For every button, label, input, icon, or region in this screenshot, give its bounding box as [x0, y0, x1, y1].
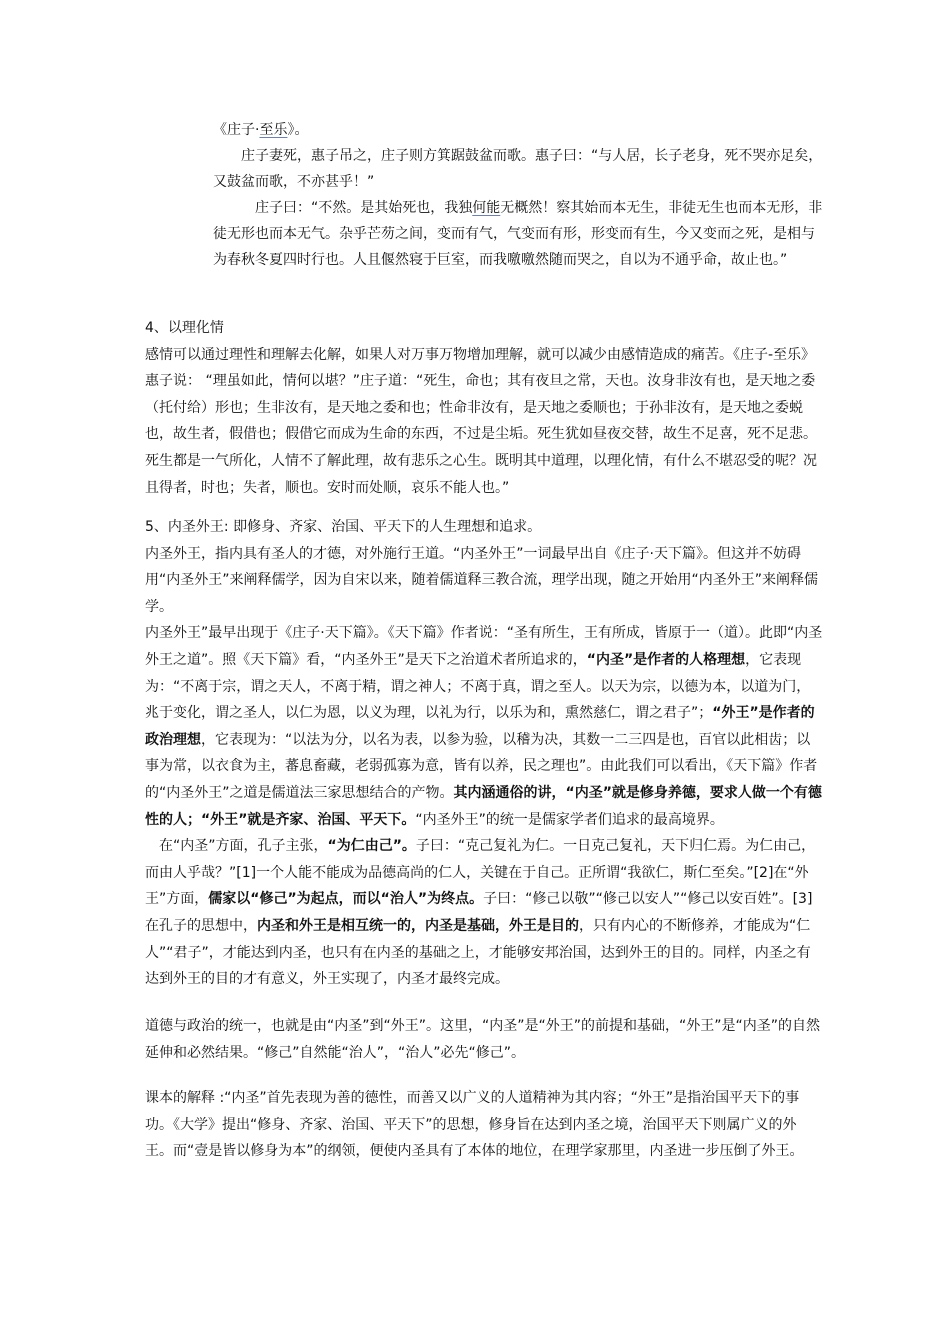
p2-bold-2: “外王”是作者的政治理想 — [145, 705, 815, 748]
p2-bold-3: 其内涵通俗的讲，“内圣”就是修身养德，要求人做一个有德性的人；“外王”就是齐家、治国、平天下。 — [145, 784, 822, 828]
quote-paragraph-2 — [213, 195, 823, 273]
quote-source — [213, 117, 823, 143]
unity-block — [145, 1013, 823, 1066]
section-4-paragraph: 感情可以通过理性和理解去化解，如果人对万事万物增加理解，就可以减少由感情造成的痛苦。《庄子-至乐》惠子说： “理虽如此，情何以堪？”庄子道：“死生，命也；其有夜旦之常，天也。汝身非汝有也，是天地之委（托付给）形也；生非汝有，是天地之委和也；性命非汝有，是天地之委顺也；于孙非汝有，是天地之委蜕也，故生者，假借也；假借它而成为生命的东西，不过是尘垢。死生犹如昼夜交替，故生不足喜，死不足悲。死生都是一气所化，人情不了解此理，故有悲乐之心生。既明其中道理，以理化情，有什么不堪忍受的呢？况且得者，时也；失者，顺也。安时而处顺，哀乐不能人也。” — [145, 346, 817, 496]
p3-text-c: 子曰：“克己复礼为仁。一日克己复礼，天下归仁焉。为仁由己，而由人乎哉？”[1]一个人能不能成为品德高尚的仁人，关键在于自己。正所谓“我欲仁，斯仁至矣。”[2]在“外王”方面， — [145, 838, 816, 908]
section-5 — [145, 514, 823, 993]
section-4 — [145, 315, 823, 501]
quote-p2-underlined: 何能 — [472, 200, 501, 216]
section-4-heading: 4、以理化情 — [145, 320, 224, 336]
quote-block — [213, 117, 823, 273]
p3-text-e: ，只有内心的不断修养，才能成为“仁人”“君子”，才能达到内圣，也只有在内圣的基础之上，才能够安邦治国，达到外王的目的。同样，内圣之有达到外王的目的才有意义，外王实现了，内圣才最终完成。 — [145, 917, 811, 988]
p3-bold-2: 儒家以“修己”为起点，而以“治人”为终点。 — [208, 891, 484, 908]
quote-source-underlined: 至乐 — [259, 122, 288, 138]
section-5-paragraph-3 — [145, 833, 823, 993]
textbook-paragraph: 课本的解释 :“内圣”首先表现为善的德性，而善又以广义的人道精神为其内容；“外王”是指治国平天下的事功。《大学》提出“修身、齐家、治国、平天下”的思想，修身旨在达到内圣之境，治国平天下则属广义的外王。而“壹是皆以修身为本”的纲领，便使内圣具有了本体的地位，在理学家那里，内圣进一步压倒了外王。 — [145, 1090, 804, 1160]
section-5-heading: 5、内圣外王: 即修身、齐家、治国、平天下的人生理想和追求。 — [145, 519, 542, 535]
p3-text-d: 子曰：“修己以敬”“修己以安人”“修己以安百姓”。[3]在孔子的思想中， — [145, 891, 813, 934]
section-5-paragraph-1: 内圣外王，指内具有圣人的才德，对外施行王道。“内圣外王”一词最早出自《庄子·天下篇》。但这并不妨碍用“内圣外王”来阐释儒学，因为自宋以来，随着儒道释三教合流，理学出现，随之开始用“内圣外王”来阐释儒学。 — [145, 545, 819, 615]
quote-source-text-end: 》。 — [287, 122, 309, 138]
p2-text-e: “内圣外王”的统一是儒家学者们追求的最高境界。 — [415, 811, 724, 828]
quote-p2-text: 庄子曰：“不然。是其始死也，我独 — [255, 200, 473, 216]
p3-bold-3: 内圣和外王是相互统一的，内圣是基础，外王是目的 — [257, 917, 579, 934]
p3-bold-1: “为仁由己”。 — [327, 838, 416, 855]
p3-text-a: 在“内圣”方面，孔子主张， — [159, 838, 328, 855]
quote-p2-text-end: 无概然！察其始而本无生，非徒无生也而本无形，非徒无形也而本无气。杂乎芒芴之间，变而有气，气变而有形，形变而有生，今又变而之死，是相与为春秋冬夏四时行也。人且偃然寝于巨室，而我噭噭然随而哭之，自以为不通乎命，故止也。” — [213, 200, 823, 268]
p2-text-c: ，它表现为：“不离于宗，谓之天人，不离于精，谓之神人；不离于真，谓之至人。以天为宗，以德为本，以道为门，兆于变化，谓之圣人，以仁为恩，以义为理，以礼为行，以乐为和，熏然慈仁，谓之君子”； — [145, 651, 811, 722]
quote-paragraph-1: 庄子妻死，惠子吊之，庄子则方箕踞鼓盆而歌。惠子曰：“与人居，长子老身，死不哭亦足矣，又鼓盆而歌，不亦甚乎！” — [213, 148, 823, 190]
p2-bold-1: “内圣”是作者的人格理想 — [586, 651, 746, 668]
section-5-paragraph-2 — [145, 620, 823, 833]
quote-source-text: 《庄子· — [213, 122, 260, 138]
p2-text-a: 内圣外王”最早出现于《庄子·天下篇》。《天下篇》作者说：“圣有所生，王有所成，皆原于一（道）。此即“内圣外王之道”。照《天下篇》看，“内圣外王”是天下之治道术者所追求的， — [145, 625, 823, 668]
p2-text-d: ，它表现为：“以法为分，以名为表，以参为验，以稽为决，其数一二三四是也，百官以此相齿；以事为常，以衣食为主，蕃息畜藏，老弱孤寡为意，皆有以养，民之理也”。由此我们可以看出，《天下篇》作者的“内圣外王”之道是儒道法三家思想结合的产物。 — [145, 731, 818, 801]
unity-paragraph: 道德与政治的统一，也就是由“内圣”到“外王”。这里，“内圣”是“外王”的前提和基础，“外王”是“内圣”的自然延伸和必然结果。“修己”自然能“治人”，“治人”必先“修己”。 — [145, 1018, 821, 1061]
textbook-block — [145, 1085, 823, 1165]
